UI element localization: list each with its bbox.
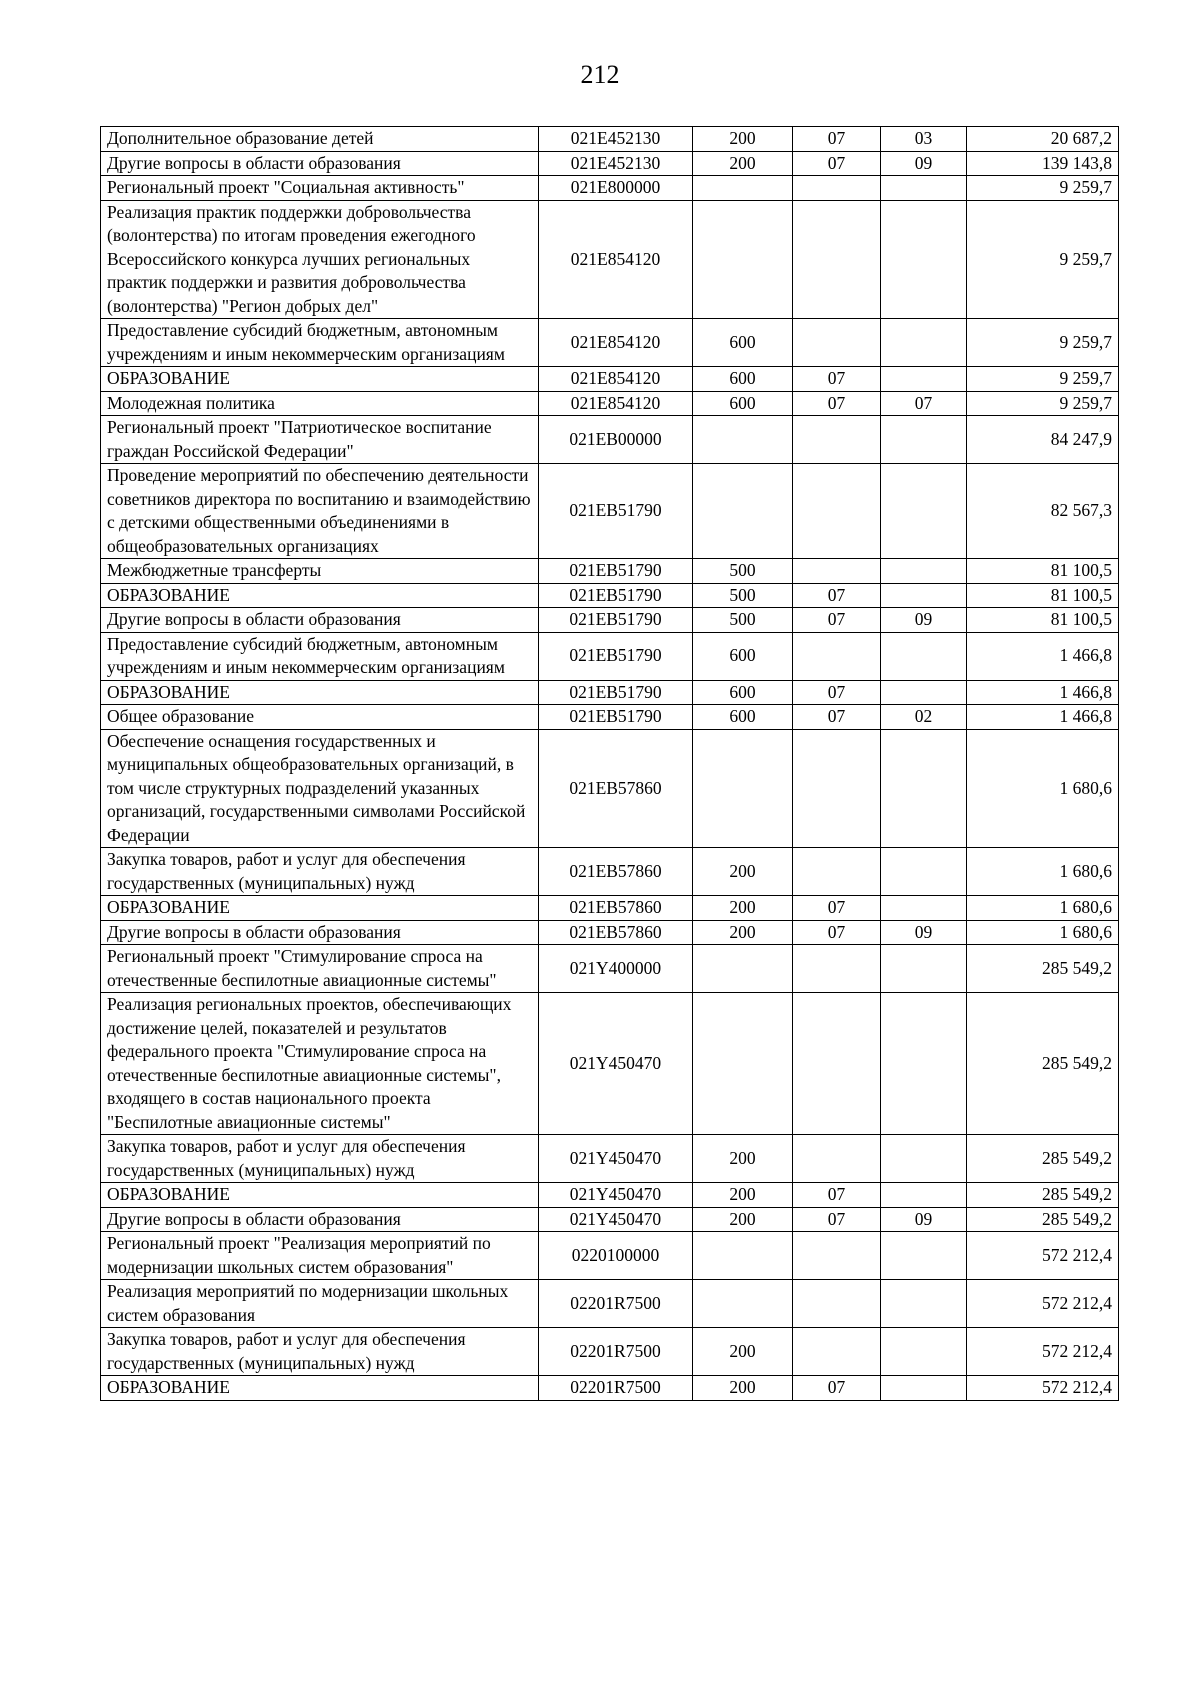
row-code-cell: 021EB51790 bbox=[539, 680, 693, 705]
row-name-cell: Региональный проект "Реализация мероприятий по модернизации школьных систем образования" bbox=[101, 1232, 539, 1280]
row-subsection-cell bbox=[881, 367, 967, 392]
row-subsection-cell bbox=[881, 1232, 967, 1280]
row-name-cell: Реализация региональных проектов, обеспечивающих достижение целей, показателей и результатов федерального проекта "Стимулирование спроса на отечественные беспилотные авиационные системы", входящего в состав национального проекта "Беспилотные авиационные системы" bbox=[101, 993, 539, 1135]
row-section-cell: 07 bbox=[793, 680, 881, 705]
table-row bbox=[101, 391, 1119, 416]
table-row bbox=[101, 416, 1119, 464]
table-row bbox=[101, 1135, 1119, 1183]
row-name-cell: Другие вопросы в области образования bbox=[101, 608, 539, 633]
row-code-cell: 021E854120 bbox=[539, 319, 693, 367]
row-subsection-cell bbox=[881, 416, 967, 464]
row-amount-cell: 20 687,2 bbox=[967, 127, 1119, 152]
row-section-cell: 07 bbox=[793, 1207, 881, 1232]
row-expense-type-cell: 500 bbox=[693, 559, 793, 584]
row-amount-cell: 572 212,4 bbox=[967, 1328, 1119, 1376]
row-section-cell bbox=[793, 993, 881, 1135]
row-amount-cell: 1 466,8 bbox=[967, 632, 1119, 680]
row-expense-type-cell: 200 bbox=[693, 1328, 793, 1376]
row-code-cell: 02201R7500 bbox=[539, 1376, 693, 1401]
row-expense-type-cell bbox=[693, 729, 793, 848]
row-name-cell: ОБРАЗОВАНИЕ bbox=[101, 896, 539, 921]
row-code-cell: 021EB57860 bbox=[539, 920, 693, 945]
row-subsection-cell bbox=[881, 319, 967, 367]
row-expense-type-cell: 600 bbox=[693, 680, 793, 705]
row-subsection-cell bbox=[881, 896, 967, 921]
row-code-cell: 021Y400000 bbox=[539, 945, 693, 993]
row-name-cell: Проведение мероприятий по обеспечению деятельности советников директора по воспитанию и взаимодействию с детскими общественными объединениями в общеобразовательных организациях bbox=[101, 464, 539, 559]
row-name-cell: ОБРАЗОВАНИЕ bbox=[101, 1376, 539, 1401]
row-name-cell: Обеспечение оснащения государственных и муниципальных общеобразовательных организаций, в том числе структурных подразделений указанных организаций, государственными символами Российской Федерации bbox=[101, 729, 539, 848]
table-row bbox=[101, 176, 1119, 201]
row-code-cell: 021EB51790 bbox=[539, 632, 693, 680]
row-section-cell: 07 bbox=[793, 920, 881, 945]
row-section-cell: 07 bbox=[793, 608, 881, 633]
row-name-cell: Закупка товаров, работ и услуг для обеспечения государственных (муниципальных) нужд bbox=[101, 848, 539, 896]
table-row bbox=[101, 127, 1119, 152]
row-expense-type-cell: 600 bbox=[693, 705, 793, 730]
row-subsection-cell bbox=[881, 632, 967, 680]
table-row bbox=[101, 608, 1119, 633]
row-code-cell: 021Y450470 bbox=[539, 1183, 693, 1208]
row-name-cell: Предоставление субсидий бюджетным, автономным учреждениям и иным некоммерческим организациям bbox=[101, 319, 539, 367]
table-row bbox=[101, 680, 1119, 705]
table-row bbox=[101, 583, 1119, 608]
row-name-cell: Региональный проект "Патриотическое воспитание граждан Российской Федерации" bbox=[101, 416, 539, 464]
row-section-cell bbox=[793, 1232, 881, 1280]
row-section-cell: 07 bbox=[793, 151, 881, 176]
row-subsection-cell bbox=[881, 993, 967, 1135]
row-section-cell: 07 bbox=[793, 1183, 881, 1208]
row-expense-type-cell: 200 bbox=[693, 1135, 793, 1183]
row-amount-cell: 82 567,3 bbox=[967, 464, 1119, 559]
row-expense-type-cell: 600 bbox=[693, 632, 793, 680]
row-code-cell: 021E854120 bbox=[539, 391, 693, 416]
table-row bbox=[101, 848, 1119, 896]
row-expense-type-cell: 600 bbox=[693, 367, 793, 392]
table-row bbox=[101, 1280, 1119, 1328]
row-code-cell: 021EB57860 bbox=[539, 896, 693, 921]
row-name-cell: ОБРАЗОВАНИЕ bbox=[101, 367, 539, 392]
row-name-cell: Общее образование bbox=[101, 705, 539, 730]
row-name-cell: Другие вопросы в области образования bbox=[101, 920, 539, 945]
row-subsection-cell bbox=[881, 559, 967, 584]
row-subsection-cell: 02 bbox=[881, 705, 967, 730]
row-amount-cell: 9 259,7 bbox=[967, 391, 1119, 416]
row-expense-type-cell bbox=[693, 945, 793, 993]
row-amount-cell: 1 466,8 bbox=[967, 705, 1119, 730]
table-row bbox=[101, 729, 1119, 848]
row-expense-type-cell bbox=[693, 464, 793, 559]
row-subsection-cell bbox=[881, 176, 967, 201]
row-section-cell bbox=[793, 1135, 881, 1183]
row-expense-type-cell: 600 bbox=[693, 391, 793, 416]
row-code-cell: 021EB51790 bbox=[539, 583, 693, 608]
row-code-cell: 021E452130 bbox=[539, 127, 693, 152]
row-code-cell: 021EB51790 bbox=[539, 608, 693, 633]
row-amount-cell: 1 466,8 bbox=[967, 680, 1119, 705]
row-amount-cell: 572 212,4 bbox=[967, 1280, 1119, 1328]
row-subsection-cell bbox=[881, 1376, 967, 1401]
table-row bbox=[101, 151, 1119, 176]
row-expense-type-cell: 200 bbox=[693, 1376, 793, 1401]
row-code-cell: 021Y450470 bbox=[539, 993, 693, 1135]
row-expense-type-cell bbox=[693, 200, 793, 319]
row-code-cell: 021EB51790 bbox=[539, 559, 693, 584]
budget-table bbox=[100, 126, 1119, 1401]
row-subsection-cell bbox=[881, 464, 967, 559]
table-row bbox=[101, 632, 1119, 680]
row-code-cell: 021E854120 bbox=[539, 367, 693, 392]
row-expense-type-cell: 200 bbox=[693, 1207, 793, 1232]
table-row bbox=[101, 1232, 1119, 1280]
row-section-cell: 07 bbox=[793, 705, 881, 730]
row-section-cell bbox=[793, 319, 881, 367]
row-subsection-cell bbox=[881, 729, 967, 848]
row-name-cell: Дополнительное образование детей bbox=[101, 127, 539, 152]
row-code-cell: 021EB00000 bbox=[539, 416, 693, 464]
row-expense-type-cell: 200 bbox=[693, 151, 793, 176]
row-section-cell bbox=[793, 632, 881, 680]
row-amount-cell: 81 100,5 bbox=[967, 608, 1119, 633]
row-name-cell: Закупка товаров, работ и услуг для обеспечения государственных (муниципальных) нужд bbox=[101, 1328, 539, 1376]
row-expense-type-cell: 200 bbox=[693, 1183, 793, 1208]
row-expense-type-cell: 200 bbox=[693, 920, 793, 945]
row-subsection-cell bbox=[881, 945, 967, 993]
row-subsection-cell: 09 bbox=[881, 608, 967, 633]
row-expense-type-cell: 500 bbox=[693, 583, 793, 608]
row-amount-cell: 572 212,4 bbox=[967, 1376, 1119, 1401]
row-code-cell: 021EB51790 bbox=[539, 464, 693, 559]
row-name-cell: Региональный проект "Социальная активность" bbox=[101, 176, 539, 201]
table-row bbox=[101, 464, 1119, 559]
table-row bbox=[101, 1183, 1119, 1208]
row-expense-type-cell bbox=[693, 416, 793, 464]
row-amount-cell: 572 212,4 bbox=[967, 1232, 1119, 1280]
row-code-cell: 021EB57860 bbox=[539, 729, 693, 848]
table-row bbox=[101, 1376, 1119, 1401]
row-expense-type-cell bbox=[693, 1232, 793, 1280]
row-code-cell: 02201R7500 bbox=[539, 1328, 693, 1376]
table-row bbox=[101, 200, 1119, 319]
row-section-cell bbox=[793, 559, 881, 584]
row-section-cell: 07 bbox=[793, 127, 881, 152]
row-name-cell: Межбюджетные трансферты bbox=[101, 559, 539, 584]
table-row bbox=[101, 559, 1119, 584]
page-number: 212 bbox=[580, 60, 620, 89]
budget-table-body bbox=[101, 127, 1119, 1401]
row-name-cell: ОБРАЗОВАНИЕ bbox=[101, 1183, 539, 1208]
row-code-cell: 021Y450470 bbox=[539, 1207, 693, 1232]
row-subsection-cell bbox=[881, 848, 967, 896]
row-name-cell: Молодежная политика bbox=[101, 391, 539, 416]
row-name-cell: ОБРАЗОВАНИЕ bbox=[101, 583, 539, 608]
table-row bbox=[101, 945, 1119, 993]
row-subsection-cell bbox=[881, 1328, 967, 1376]
table-row bbox=[101, 1328, 1119, 1376]
row-amount-cell: 81 100,5 bbox=[967, 559, 1119, 584]
row-section-cell bbox=[793, 416, 881, 464]
row-name-cell: Закупка товаров, работ и услуг для обеспечения государственных (муниципальных) нужд bbox=[101, 1135, 539, 1183]
row-expense-type-cell: 200 bbox=[693, 127, 793, 152]
row-amount-cell: 1 680,6 bbox=[967, 848, 1119, 896]
row-name-cell: Региональный проект "Стимулирование спроса на отечественные беспилотные авиационные системы" bbox=[101, 945, 539, 993]
row-name-cell: Другие вопросы в области образования bbox=[101, 1207, 539, 1232]
row-subsection-cell: 03 bbox=[881, 127, 967, 152]
row-code-cell: 021EB51790 bbox=[539, 705, 693, 730]
row-name-cell: Другие вопросы в области образования bbox=[101, 151, 539, 176]
row-amount-cell: 285 549,2 bbox=[967, 1135, 1119, 1183]
row-expense-type-cell: 200 bbox=[693, 848, 793, 896]
table-row bbox=[101, 367, 1119, 392]
row-amount-cell: 139 143,8 bbox=[967, 151, 1119, 176]
row-subsection-cell: 07 bbox=[881, 391, 967, 416]
row-code-cell: 021Y450470 bbox=[539, 1135, 693, 1183]
row-amount-cell: 9 259,7 bbox=[967, 200, 1119, 319]
row-amount-cell: 285 549,2 bbox=[967, 1183, 1119, 1208]
row-section-cell bbox=[793, 1280, 881, 1328]
row-subsection-cell: 09 bbox=[881, 151, 967, 176]
row-code-cell: 0220100000 bbox=[539, 1232, 693, 1280]
row-expense-type-cell bbox=[693, 993, 793, 1135]
table-row bbox=[101, 705, 1119, 730]
row-subsection-cell: 09 bbox=[881, 1207, 967, 1232]
row-subsection-cell bbox=[881, 680, 967, 705]
row-section-cell bbox=[793, 848, 881, 896]
row-expense-type-cell: 200 bbox=[693, 896, 793, 921]
row-subsection-cell bbox=[881, 1135, 967, 1183]
row-amount-cell: 84 247,9 bbox=[967, 416, 1119, 464]
table-row bbox=[101, 993, 1119, 1135]
row-subsection-cell bbox=[881, 200, 967, 319]
row-subsection-cell: 09 bbox=[881, 920, 967, 945]
row-expense-type-cell: 600 bbox=[693, 319, 793, 367]
row-section-cell: 07 bbox=[793, 391, 881, 416]
row-section-cell bbox=[793, 200, 881, 319]
row-amount-cell: 1 680,6 bbox=[967, 729, 1119, 848]
row-code-cell: 021E452130 bbox=[539, 151, 693, 176]
row-amount-cell: 285 549,2 bbox=[967, 993, 1119, 1135]
row-section-cell bbox=[793, 729, 881, 848]
row-amount-cell: 285 549,2 bbox=[967, 1207, 1119, 1232]
row-subsection-cell bbox=[881, 583, 967, 608]
row-name-cell: Реализация практик поддержки добровольчества (волонтерства) по итогам проведения ежегодного Всероссийского конкурса лучших региональных практик поддержки и развития добровольчества (волонтерства) "Регион добрых дел" bbox=[101, 200, 539, 319]
row-section-cell: 07 bbox=[793, 367, 881, 392]
row-subsection-cell bbox=[881, 1183, 967, 1208]
row-code-cell: 021E854120 bbox=[539, 200, 693, 319]
row-amount-cell: 1 680,6 bbox=[967, 920, 1119, 945]
row-name-cell: ОБРАЗОВАНИЕ bbox=[101, 680, 539, 705]
row-amount-cell: 9 259,7 bbox=[967, 367, 1119, 392]
row-section-cell bbox=[793, 176, 881, 201]
row-name-cell: Предоставление субсидий бюджетным, автономным учреждениям и иным некоммерческим организациям bbox=[101, 632, 539, 680]
row-amount-cell: 9 259,7 bbox=[967, 176, 1119, 201]
row-code-cell: 02201R7500 bbox=[539, 1280, 693, 1328]
row-amount-cell: 1 680,6 bbox=[967, 896, 1119, 921]
table-row bbox=[101, 1207, 1119, 1232]
row-expense-type-cell bbox=[693, 176, 793, 201]
row-code-cell: 021E800000 bbox=[539, 176, 693, 201]
row-section-cell bbox=[793, 945, 881, 993]
row-expense-type-cell bbox=[693, 1280, 793, 1328]
row-section-cell bbox=[793, 1328, 881, 1376]
table-row bbox=[101, 920, 1119, 945]
row-section-cell bbox=[793, 464, 881, 559]
row-section-cell: 07 bbox=[793, 583, 881, 608]
row-amount-cell: 9 259,7 bbox=[967, 319, 1119, 367]
row-subsection-cell bbox=[881, 1280, 967, 1328]
row-section-cell: 07 bbox=[793, 896, 881, 921]
table-row bbox=[101, 896, 1119, 921]
row-amount-cell: 285 549,2 bbox=[967, 945, 1119, 993]
row-code-cell: 021EB57860 bbox=[539, 848, 693, 896]
row-expense-type-cell: 500 bbox=[693, 608, 793, 633]
row-name-cell: Реализация мероприятий по модернизации школьных систем образования bbox=[101, 1280, 539, 1328]
table-row bbox=[101, 319, 1119, 367]
row-section-cell: 07 bbox=[793, 1376, 881, 1401]
row-amount-cell: 81 100,5 bbox=[967, 583, 1119, 608]
